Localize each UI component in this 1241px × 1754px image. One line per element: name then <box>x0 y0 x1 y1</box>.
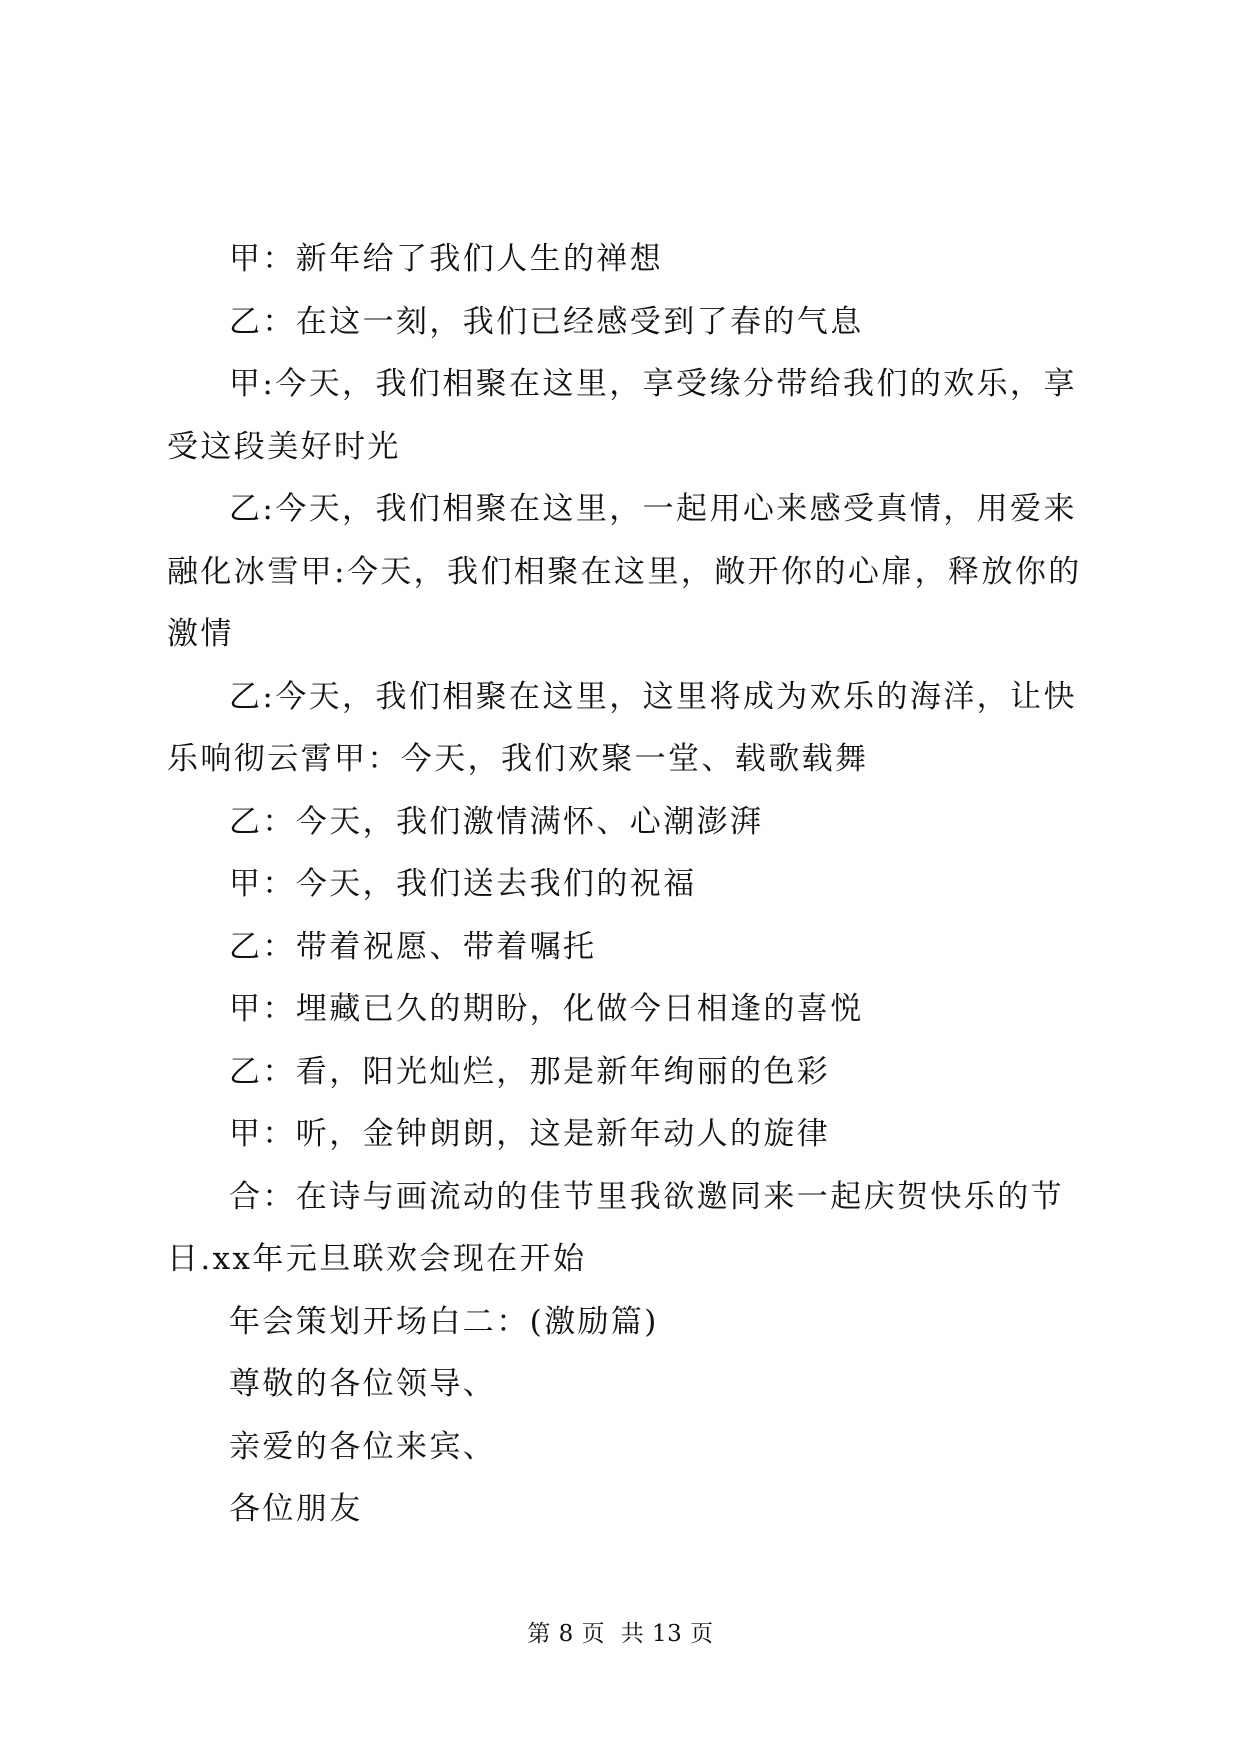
paragraph: 乙：今天，我们激情满怀、心潮澎湃 <box>229 803 764 840</box>
document-body <box>167 228 1083 1541</box>
paragraph: 甲:今天，我们相聚在这里，享受缘分带给我们的欢乐，享受这段美好时光 <box>167 366 1077 465</box>
paragraph: 尊敬的各位领导、 <box>229 1366 497 1402</box>
paragraph: 乙：看，阳光灿烂，那是新年绚丽的色彩 <box>229 1053 831 1090</box>
paragraph: 甲：新年给了我们人生的禅想 <box>229 241 664 277</box>
paragraph: 甲：听，金钟朗朗，这是新年动人的旋律 <box>229 1116 831 1152</box>
section-heading: 年会策划开场白二：(激励篇) <box>229 1303 659 1340</box>
page-number: 第 8 页 共 13 页 <box>527 1621 714 1647</box>
paragraph: 乙：在这一刻，我们已经感受到了春的气息 <box>229 303 864 340</box>
paragraph: 合：在诗与画流动的佳节里我欲邀同来一起庆贺快乐的节日.xx年元旦联欢会现在开始 <box>167 1178 1064 1277</box>
page-footer <box>0 1618 1241 1650</box>
paragraph: 乙:今天，我们相聚在这里，这里将成为欢乐的海洋，让快乐响彻云霄甲：今天，我们欢聚一堂、载歌载舞 <box>167 678 1077 777</box>
paragraph: 各位朋友 <box>229 1491 363 1527</box>
paragraph: 亲爱的各位来宾、 <box>229 1428 497 1465</box>
paragraph: 甲：今天，我们送去我们的祝福 <box>229 866 697 902</box>
paragraph: 乙:今天，我们相聚在这里，一起用心来感受真情，用爱来融化冰雪甲:今天，我们相聚在这里，敞开你的心扉，释放你的激情 <box>167 491 1082 652</box>
paragraph: 乙：带着祝愿、带着嘱托 <box>229 928 597 965</box>
paragraph: 甲：埋藏已久的期盼，化做今日相逢的喜悦 <box>229 991 864 1027</box>
